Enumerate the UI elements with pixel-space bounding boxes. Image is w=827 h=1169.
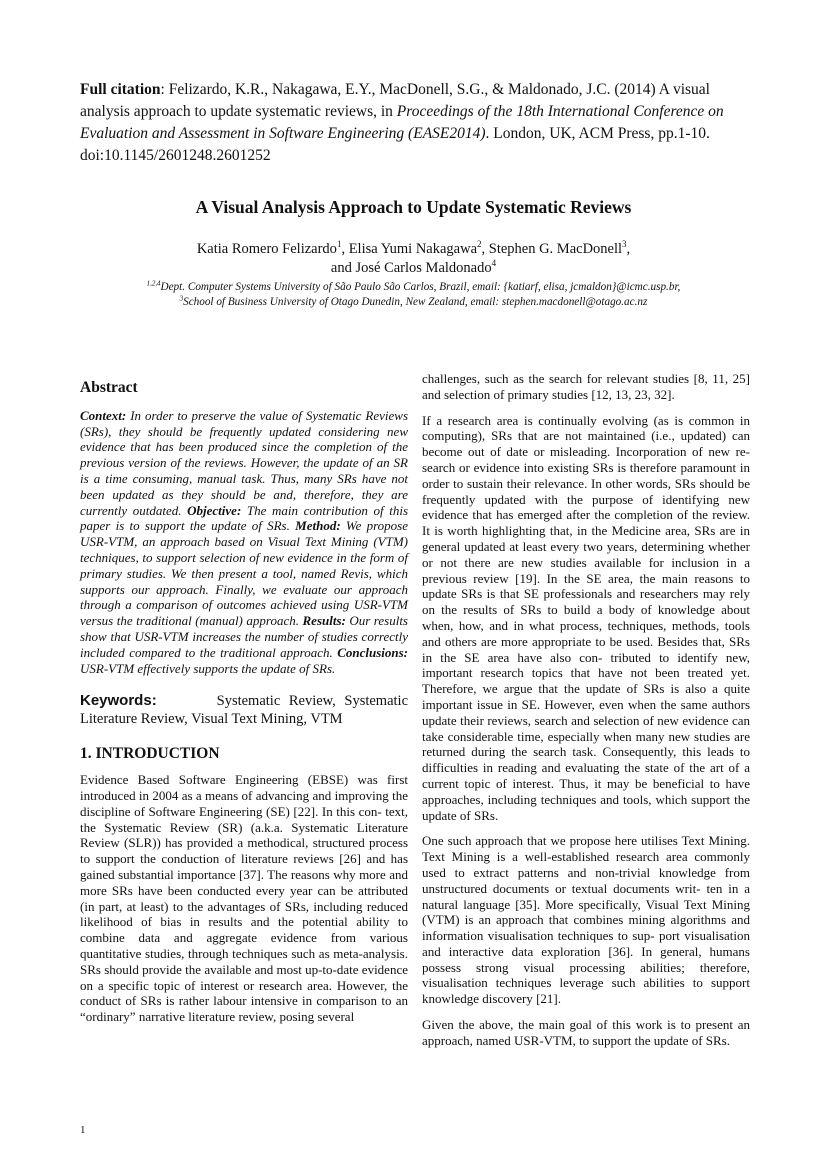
keywords <box>80 692 408 728</box>
abstract-text <box>80 408 408 677</box>
affil-sup: 3 <box>179 293 184 302</box>
paragraph: One such approach that we propose here utilises Text Mining. Text Mining is a well-established research area commonly used to extract patterns and non-trivial knowledge from unstructured documents or textual documents writ- ten in a natural language [35]. More specifically, Visual Text Mining (VTM) is an approach that combines mining algorithms and information visualisation techniques to sup- port visualisation and interactive data exploration [36]. In general, humans possess strong visual processing abilities; therefore, visualisation techniques leverage such abilities to support knowledge discovery [21]. <box>422 833 750 1007</box>
paragraph: Evidence Based Software Engineering (EBSE) was first introduced in 2004 as a means of advancing and improving the discipline of Software Engineering (SE) [22]. In this con- text, the Systematic Review (SR) (a.k.a. Systematic Literature Review (SLR)) has provided a methodical, structured process to support the conduction of literature reviews [26] and has gained substantial importance [37]. The reasons why more and more SRs have been conducted every year can be attributed (in part, at least) to the advantages of SRs, including reduced likelihood of bias in results and the potential ability to combine data and aggregate evidence from various quantitative studies, through techniques such as meta-analysis. SRs should provide the available and most up-to-date evidence on a specific topic of interest or research area. However, the conduct of SRs is rather labour intensive in comparison to an “ordinary” narrative literature review, posing several <box>80 772 408 1025</box>
author-list <box>100 240 727 278</box>
left-column <box>80 380 408 1025</box>
right-column <box>422 371 750 1049</box>
abstract-sentence: In order to preserve the value of Systematic Reviews (SRs), they should be frequently updated considering new evidence that has been produced since the completion of the previous version of the reviews. However, the update of an SR is a time consuming, manual task. Thus, many SRs have not been updated as they should be and, therefore, they are currently outdated. <box>80 407 408 518</box>
abstract-label: Context: <box>80 407 127 423</box>
author-sup: 4 <box>491 258 497 269</box>
citation-text: : Felizardo, K.R., Nakagawa, E.Y., MacDonell, S.G., & Maldonado, J.C. (2014) A visual analysis approach to update systematic reviews, in <box>80 81 710 120</box>
affiliation: Dept. Computer Systems University of São Paulo São Carlos, Brazil, email: {katiarf, elisa, jcmaldon}@icmc.usp.br, <box>160 281 681 293</box>
affil-sup: 1,2,4 <box>146 279 161 288</box>
abstract-label: Results: <box>302 613 346 629</box>
author-sep: , <box>626 241 631 257</box>
section-heading: 1. INTRODUCTION <box>80 745 220 763</box>
author-sup: 2 <box>477 239 482 250</box>
abstract-label: Conclusions: <box>337 644 408 660</box>
affiliation: School of Business University of Otago Dunedin, New Zealand, email: stephen.macdonell@otago.ac.nz <box>183 295 648 308</box>
citation-text-end: . London, UK, ACM Press, pp.1-10. doi:10.1145/2601248.2601252 <box>80 125 710 164</box>
author-name: , Elisa Yumi Nakagawa <box>341 241 477 257</box>
abstract-sentence: The main contribution of this paper is to support the update of SRs. <box>80 502 408 534</box>
keywords-label: Keywords: <box>80 692 157 710</box>
author-sup: 1 <box>336 239 342 250</box>
author-name: and José Carlos Maldonado <box>330 260 492 276</box>
paragraph: challenges, such as the search for relevant studies [8, 11, 25] and selection of primary studies [12, 13, 23, 32]. <box>422 371 750 402</box>
author-sup: 3 <box>622 239 627 250</box>
author-name: Katia Romero Felizardo <box>196 241 337 257</box>
abstract-label: Objective: <box>187 502 242 518</box>
affiliations <box>60 280 767 309</box>
keywords-text: Systematic Review, Systematic Literature Review, Visual Text Mining, VTM <box>80 693 409 728</box>
citation-label: Full citation <box>80 81 161 98</box>
abstract-label: Method: <box>295 518 341 534</box>
paragraph: If a research area is continually evolving (as is common in computing), SRs that are not maintained (i.e., updated) can become out of date or misleading. Incorporation of new re- search or evidence into existing SRs is therefore paramount in order to sustain their relevance. In other words, SRs should be frequently updated with the purpose of identifying new evidence that has emerged after the completion of the review. It is worth highlighting that, in the Medicine area, SRs are in general updated at least every two years, determining whether or not there are new studies available for inclusion in a previous review [19]. In the SE area, the main reasons to update SRs is that SE professionals and researchers may rely on the results of SRs to build a body of knowledge about when, how, and in what process, techniques, methods, tools and others are more appropriate to be used. Besides that, SRs in the SE area have also con- tributed to identify new, important research topics that have not been treated yet. Therefore, we argue that the update of SRs is also a quite important issue in SE. However, even when the same authors update their reviews, search and selection of new evidence can take considerable time, especially when many new studies are returned during the search task. Consequently, this leads to difficulties in reading and evaluating the state of the art of a current topic of interest. Thus, it may be beneficial to have approaches, including techniques and tools, which support the update of SRs. <box>422 412 750 823</box>
abstract-sentence: USR-VTM effectively supports the update of SRs. <box>80 660 336 676</box>
page-number: 1 <box>80 1124 86 1136</box>
author-name: , Stephen G. MacDonell <box>481 241 623 257</box>
abstract-sentence: We propose USR-VTM, an approach based on Visual Text Mining (VTM) techniques, to support selection of new evidence in the form of primary studies. We then present a tool, named Revis, which supports our approach. Finally, we evaluate our approach through a comparison of outcomes achieved using USR-VTM versus the traditional (manual) approach. <box>80 518 409 629</box>
paper-title: A Visual Analysis Approach to Update Systematic Reviews <box>195 197 632 217</box>
citation-venue: Proceedings of the 18th International Conference on Evaluation and Assessment in Software Engineering (EASE2014) <box>80 103 724 142</box>
abstract-heading: Abstract <box>80 379 138 396</box>
abstract-sentence: Our results show that USR-VTM increases the number of studies correctly included compared to the traditional approach. <box>80 613 408 660</box>
full-citation <box>80 79 750 167</box>
paragraph: Given the above, the main goal of this work is to present an approach, named USR-VTM, to support the update of SRs. <box>422 1017 750 1048</box>
